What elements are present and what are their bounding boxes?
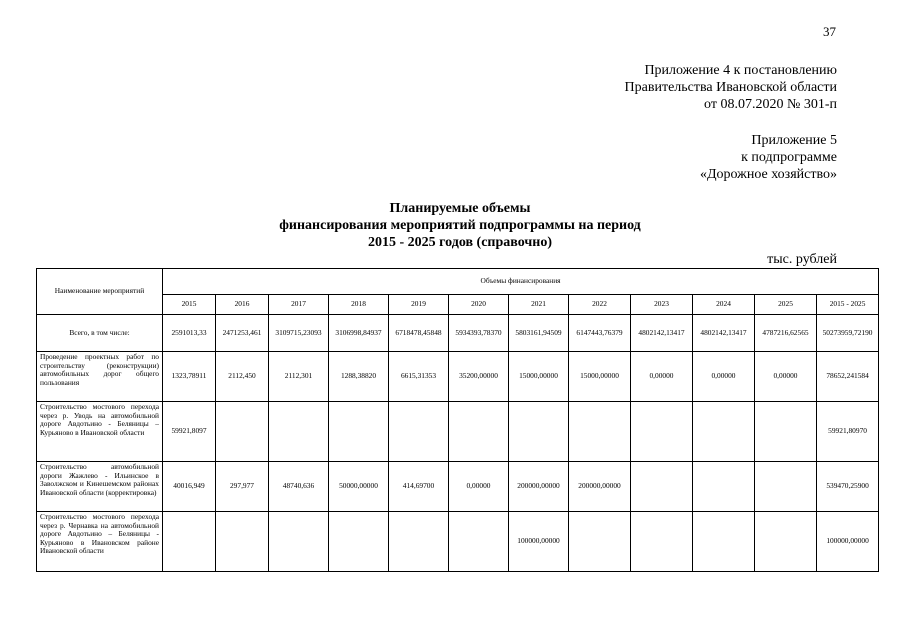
value-cell: 78652,241584 <box>817 352 879 402</box>
value-cell: 6615,31353 <box>389 352 449 402</box>
row-name-cell: Строительство мостового перехода через р. Уводь на автомобильной дороге Авдотьино - Беляницы – Курьяново в Ивановской области <box>37 402 163 462</box>
appendix-5-block <box>700 132 837 183</box>
value-cell: 200000,00000 <box>569 462 631 512</box>
appendix-4-line-3: от 08.07.2020 № 301-п <box>704 97 837 112</box>
value-cell <box>389 512 449 572</box>
page-number: 37 <box>823 24 836 39</box>
value-cell <box>329 402 389 462</box>
value-cell: 50273959,72190 <box>817 315 879 352</box>
value-cell <box>269 512 329 572</box>
value-cell: 100000,00000 <box>817 512 879 572</box>
year-header: 2015 - 2025 <box>817 295 879 315</box>
value-cell: 6147443,76379 <box>569 315 631 352</box>
value-cell: 4802142,13417 <box>693 315 755 352</box>
value-cell: 0,00000 <box>755 352 817 402</box>
value-cell: 48740,636 <box>269 462 329 512</box>
year-header: 2018 <box>329 295 389 315</box>
value-cell: 15000,00000 <box>569 352 631 402</box>
table-row <box>37 512 879 572</box>
value-cell <box>631 462 693 512</box>
years-row <box>37 295 879 315</box>
year-header: 2015 <box>163 295 216 315</box>
value-cell: 414,69700 <box>389 462 449 512</box>
value-cell <box>509 402 569 462</box>
value-cell <box>216 402 269 462</box>
financing-table <box>36 268 879 572</box>
value-cell <box>216 512 269 572</box>
value-cell: 2112,450 <box>216 352 269 402</box>
value-cell: 5803161,94509 <box>509 315 569 352</box>
value-cell: 2471253,461 <box>216 315 269 352</box>
value-cell: 50000,00000 <box>329 462 389 512</box>
value-cell: 200000,00000 <box>509 462 569 512</box>
title-line-2: финансирования мероприятий подпрограммы на период <box>279 218 641 233</box>
year-header: 2021 <box>509 295 569 315</box>
title-line-1: Планируемые объемы <box>389 201 531 216</box>
row-name-cell: Строительство автомобильной дороги Жажлево - Ильинское в Заволжском и Кинешемском районах Ивановской области (корректировка) <box>37 462 163 512</box>
row-name-cell: Всего, в том числе: <box>37 315 163 352</box>
value-cell: 59921,8097 <box>163 402 216 462</box>
value-cell: 15000,00000 <box>509 352 569 402</box>
value-cell: 59921,80970 <box>817 402 879 462</box>
value-cell <box>269 402 329 462</box>
volumes-header: Объемы финансирования <box>163 269 879 295</box>
document-title <box>160 200 760 251</box>
table-row <box>37 402 879 462</box>
appendix-5-line-2: к подпрограмме <box>741 150 837 165</box>
value-cell: 1288,38820 <box>329 352 389 402</box>
value-cell <box>755 512 817 572</box>
value-cell <box>569 402 631 462</box>
value-cell <box>693 512 755 572</box>
year-header: 2020 <box>449 295 509 315</box>
value-cell <box>755 462 817 512</box>
header-row <box>37 269 879 295</box>
year-header: 2017 <box>269 295 329 315</box>
value-cell: 4787216,62565 <box>755 315 817 352</box>
table-row <box>37 352 879 402</box>
name-column-header: Наименование мероприятий <box>37 269 163 315</box>
units-label: тыс. рублей <box>767 252 837 267</box>
year-header: 2024 <box>693 295 755 315</box>
value-cell <box>163 512 216 572</box>
value-cell: 35200,00000 <box>449 352 509 402</box>
value-cell <box>631 402 693 462</box>
value-cell <box>693 462 755 512</box>
year-header: 2025 <box>755 295 817 315</box>
value-cell <box>693 402 755 462</box>
value-cell: 4802142,13417 <box>631 315 693 352</box>
value-cell: 1323,78911 <box>163 352 216 402</box>
title-line-3: 2015 - 2025 годов (справочно) <box>367 235 553 250</box>
value-cell: 5934393,78370 <box>449 315 509 352</box>
value-cell: 0,00000 <box>631 352 693 402</box>
table-row <box>37 462 879 512</box>
value-cell: 539470,25900 <box>817 462 879 512</box>
value-cell <box>449 512 509 572</box>
value-cell <box>569 512 631 572</box>
value-cell <box>329 512 389 572</box>
row-name-cell: Строительство мостового перехода через р. Чернавка на автомобильной дороге Авдотьино – Беляницы - Курьяново в Ивановском районе Ивановской области <box>37 512 163 572</box>
year-header: 2019 <box>389 295 449 315</box>
value-cell: 2112,301 <box>269 352 329 402</box>
value-cell <box>755 402 817 462</box>
value-cell: 3106998,84937 <box>329 315 389 352</box>
value-cell: 297,977 <box>216 462 269 512</box>
value-cell <box>389 402 449 462</box>
value-cell: 40016,949 <box>163 462 216 512</box>
year-header: 2022 <box>569 295 631 315</box>
value-cell: 0,00000 <box>449 462 509 512</box>
row-name-cell: Проведение проектных работ по строительству (реконструкции) автомобильных дорог общего пользования <box>37 352 163 402</box>
value-cell: 6718478,45848 <box>389 315 449 352</box>
appendix-5-line-3: «Дорожное хозяйство» <box>699 167 837 182</box>
appendix-4-block <box>625 62 837 113</box>
appendix-5-line-1: Приложение 5 <box>751 133 837 148</box>
value-cell: 3109715,23093 <box>269 315 329 352</box>
year-header: 2023 <box>631 295 693 315</box>
value-cell <box>449 402 509 462</box>
year-header: 2016 <box>216 295 269 315</box>
value-cell: 100000,00000 <box>509 512 569 572</box>
value-cell: 2591013,33 <box>163 315 216 352</box>
appendix-4-line-2: Правительства Ивановской области <box>624 80 837 95</box>
value-cell: 0,00000 <box>693 352 755 402</box>
value-cell <box>631 512 693 572</box>
appendix-4-line-1: Приложение 4 к постановлению <box>644 63 837 78</box>
table-row <box>37 315 879 352</box>
